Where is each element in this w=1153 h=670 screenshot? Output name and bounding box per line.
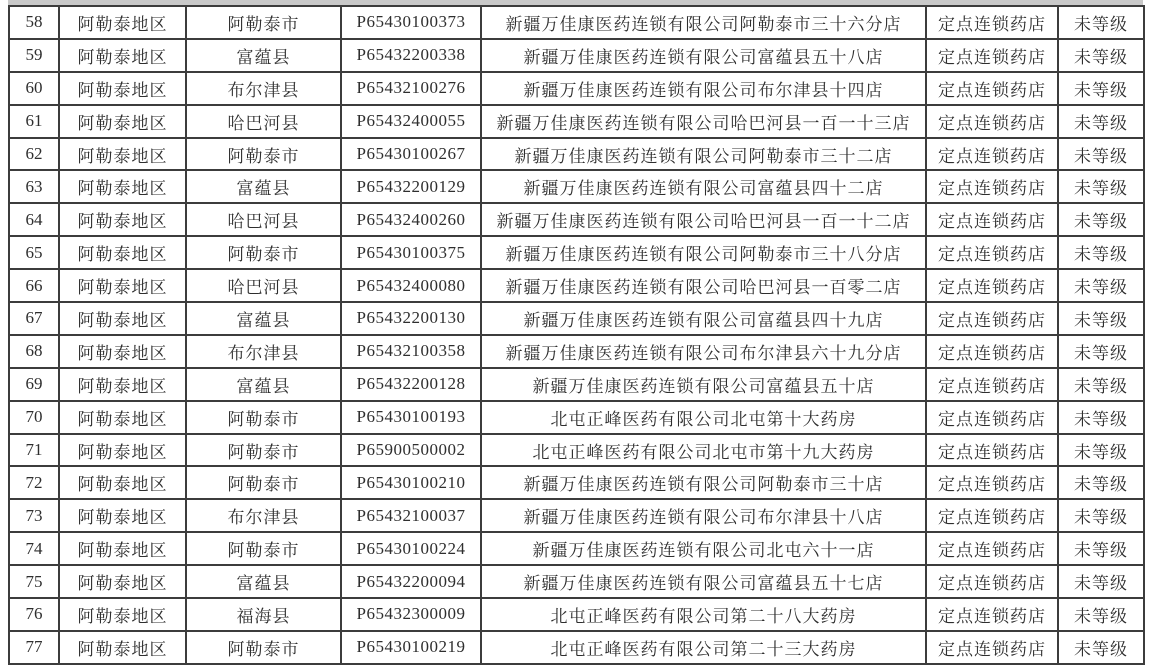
cell-type: 定点连锁药店	[926, 434, 1058, 467]
cell-type: 定点连锁药店	[926, 631, 1058, 664]
cell-region: 阿勒泰地区	[59, 401, 186, 434]
table-row	[9, 302, 1144, 335]
cell-type: 定点连锁药店	[926, 6, 1058, 39]
cell-region: 阿勒泰地区	[59, 236, 186, 269]
cell-region: 阿勒泰地区	[59, 335, 186, 368]
table-row	[9, 72, 1144, 105]
cell-code: P65430100210	[341, 466, 481, 499]
cell-name: 新疆万佳康医药连锁有限公司阿勒泰市三十店	[481, 466, 926, 499]
cell-index: 67	[9, 302, 59, 335]
cell-grade: 未等级	[1058, 401, 1144, 434]
cell-grade: 未等级	[1058, 335, 1144, 368]
cell-name: 新疆万佳康医药连锁有限公司富蕴县四十二店	[481, 170, 926, 203]
cell-grade: 未等级	[1058, 532, 1144, 565]
cell-county: 哈巴河县	[186, 105, 341, 138]
cell-grade: 未等级	[1058, 269, 1144, 302]
table-row	[9, 335, 1144, 368]
cell-region: 阿勒泰地区	[59, 39, 186, 72]
pharmacy-table-body	[9, 6, 1144, 664]
cell-index: 62	[9, 138, 59, 171]
cell-grade: 未等级	[1058, 6, 1144, 39]
cell-type: 定点连锁药店	[926, 565, 1058, 598]
cell-type: 定点连锁药店	[926, 499, 1058, 532]
cell-index: 61	[9, 105, 59, 138]
cell-region: 阿勒泰地区	[59, 302, 186, 335]
cell-type: 定点连锁药店	[926, 39, 1058, 72]
cell-code: P65430100193	[341, 401, 481, 434]
cell-index: 77	[9, 631, 59, 664]
table-row	[9, 6, 1144, 39]
cell-county: 阿勒泰市	[186, 401, 341, 434]
table-row	[9, 565, 1144, 598]
cell-name: 新疆万佳康医药连锁有限公司布尔津县十八店	[481, 499, 926, 532]
cell-type: 定点连锁药店	[926, 335, 1058, 368]
cell-index: 70	[9, 401, 59, 434]
cell-code: P65432200128	[341, 368, 481, 401]
cell-type: 定点连锁药店	[926, 269, 1058, 302]
cell-code: P65430100375	[341, 236, 481, 269]
cell-county: 阿勒泰市	[186, 532, 341, 565]
cell-index: 69	[9, 368, 59, 401]
cell-name: 新疆万佳康医药连锁有限公司富蕴县五十七店	[481, 565, 926, 598]
cell-code: P65432200094	[341, 565, 481, 598]
cell-county: 阿勒泰市	[186, 434, 341, 467]
cell-code: P65432200130	[341, 302, 481, 335]
cell-code: P65432200338	[341, 39, 481, 72]
cell-index: 68	[9, 335, 59, 368]
cell-county: 阿勒泰市	[186, 631, 341, 664]
cell-index: 75	[9, 565, 59, 598]
table-row	[9, 236, 1144, 269]
cell-name: 新疆万佳康医药连锁有限公司阿勒泰市三十六分店	[481, 6, 926, 39]
cell-grade: 未等级	[1058, 565, 1144, 598]
cell-region: 阿勒泰地区	[59, 532, 186, 565]
cell-type: 定点连锁药店	[926, 203, 1058, 236]
cell-grade: 未等级	[1058, 170, 1144, 203]
cell-region: 阿勒泰地区	[59, 499, 186, 532]
cell-code: P65432100037	[341, 499, 481, 532]
cell-name: 新疆万佳康医药连锁有限公司阿勒泰市三十二店	[481, 138, 926, 171]
cell-county: 哈巴河县	[186, 203, 341, 236]
cell-grade: 未等级	[1058, 434, 1144, 467]
cell-name: 新疆万佳康医药连锁有限公司富蕴县五十八店	[481, 39, 926, 72]
cell-county: 布尔津县	[186, 499, 341, 532]
cell-index: 74	[9, 532, 59, 565]
table-row	[9, 170, 1144, 203]
cell-county: 阿勒泰市	[186, 466, 341, 499]
table-row	[9, 499, 1144, 532]
cell-name: 新疆万佳康医药连锁有限公司布尔津县十四店	[481, 72, 926, 105]
cell-code: P65432300009	[341, 598, 481, 631]
cell-type: 定点连锁药店	[926, 401, 1058, 434]
cell-name: 北屯正峰医药有限公司第二十八大药房	[481, 598, 926, 631]
cell-type: 定点连锁药店	[926, 138, 1058, 171]
cell-index: 58	[9, 6, 59, 39]
cell-grade: 未等级	[1058, 138, 1144, 171]
cell-grade: 未等级	[1058, 598, 1144, 631]
cell-type: 定点连锁药店	[926, 368, 1058, 401]
cell-index: 71	[9, 434, 59, 467]
cell-region: 阿勒泰地区	[59, 203, 186, 236]
table-row	[9, 138, 1144, 171]
cell-county: 富蕴县	[186, 170, 341, 203]
cell-type: 定点连锁药店	[926, 72, 1058, 105]
pharmacy-table	[8, 5, 1145, 665]
cell-code: P65432400055	[341, 105, 481, 138]
table-row	[9, 39, 1144, 72]
cell-name: 北屯正峰医药有限公司北屯市第十九大药房	[481, 434, 926, 467]
table-row	[9, 203, 1144, 236]
cell-code: P65430100267	[341, 138, 481, 171]
cell-name: 新疆万佳康医药连锁有限公司北屯六十一店	[481, 532, 926, 565]
cell-index: 65	[9, 236, 59, 269]
cell-name: 新疆万佳康医药连锁有限公司富蕴县五十店	[481, 368, 926, 401]
cell-type: 定点连锁药店	[926, 236, 1058, 269]
cell-region: 阿勒泰地区	[59, 434, 186, 467]
cell-index: 66	[9, 269, 59, 302]
cell-county: 福海县	[186, 598, 341, 631]
cell-grade: 未等级	[1058, 368, 1144, 401]
cell-county: 阿勒泰市	[186, 138, 341, 171]
cell-region: 阿勒泰地区	[59, 138, 186, 171]
cell-region: 阿勒泰地区	[59, 72, 186, 105]
cell-name: 新疆万佳康医药连锁有限公司哈巴河县一百一十三店	[481, 105, 926, 138]
cell-index: 60	[9, 72, 59, 105]
cell-type: 定点连锁药店	[926, 302, 1058, 335]
cell-grade: 未等级	[1058, 39, 1144, 72]
cell-index: 76	[9, 598, 59, 631]
cell-type: 定点连锁药店	[926, 532, 1058, 565]
cell-county: 富蕴县	[186, 565, 341, 598]
table-row	[9, 466, 1144, 499]
cell-name: 北屯正峰医药有限公司北屯第十大药房	[481, 401, 926, 434]
cell-code: P65432100358	[341, 335, 481, 368]
cell-county: 富蕴县	[186, 302, 341, 335]
cell-county: 布尔津县	[186, 72, 341, 105]
cell-region: 阿勒泰地区	[59, 6, 186, 39]
cell-index: 73	[9, 499, 59, 532]
cell-grade: 未等级	[1058, 203, 1144, 236]
cell-type: 定点连锁药店	[926, 105, 1058, 138]
cell-code: P65432400080	[341, 269, 481, 302]
cell-code: P65430100373	[341, 6, 481, 39]
cell-code: P65430100219	[341, 631, 481, 664]
cell-code: P65432400260	[341, 203, 481, 236]
table-row	[9, 434, 1144, 467]
cell-county: 富蕴县	[186, 368, 341, 401]
cell-region: 阿勒泰地区	[59, 466, 186, 499]
cell-code: P65900500002	[341, 434, 481, 467]
cell-county: 阿勒泰市	[186, 236, 341, 269]
cell-region: 阿勒泰地区	[59, 105, 186, 138]
cell-index: 64	[9, 203, 59, 236]
cell-region: 阿勒泰地区	[59, 565, 186, 598]
cell-county: 富蕴县	[186, 39, 341, 72]
cell-name: 新疆万佳康医药连锁有限公司阿勒泰市三十八分店	[481, 236, 926, 269]
table-row	[9, 598, 1144, 631]
table-row	[9, 269, 1144, 302]
cell-grade: 未等级	[1058, 499, 1144, 532]
cell-region: 阿勒泰地区	[59, 170, 186, 203]
cell-region: 阿勒泰地区	[59, 598, 186, 631]
cell-grade: 未等级	[1058, 105, 1144, 138]
cell-code: P65430100224	[341, 532, 481, 565]
cell-region: 阿勒泰地区	[59, 368, 186, 401]
cell-grade: 未等级	[1058, 236, 1144, 269]
cell-county: 布尔津县	[186, 335, 341, 368]
cell-index: 59	[9, 39, 59, 72]
table-row	[9, 532, 1144, 565]
cell-grade: 未等级	[1058, 466, 1144, 499]
cell-region: 阿勒泰地区	[59, 631, 186, 664]
table-row	[9, 631, 1144, 664]
cell-type: 定点连锁药店	[926, 170, 1058, 203]
table-row	[9, 368, 1144, 401]
cell-code: P65432100276	[341, 72, 481, 105]
cell-name: 新疆万佳康医药连锁有限公司哈巴河县一百零二店	[481, 269, 926, 302]
cell-grade: 未等级	[1058, 72, 1144, 105]
cell-index: 72	[9, 466, 59, 499]
cell-grade: 未等级	[1058, 631, 1144, 664]
cell-grade: 未等级	[1058, 302, 1144, 335]
cell-index: 63	[9, 170, 59, 203]
table-row	[9, 401, 1144, 434]
cell-name: 新疆万佳康医药连锁有限公司富蕴县四十九店	[481, 302, 926, 335]
cell-code: P65432200129	[341, 170, 481, 203]
cell-name: 新疆万佳康医药连锁有限公司哈巴河县一百一十二店	[481, 203, 926, 236]
cell-name: 新疆万佳康医药连锁有限公司布尔津县六十九分店	[481, 335, 926, 368]
cell-type: 定点连锁药店	[926, 598, 1058, 631]
cell-county: 阿勒泰市	[186, 6, 341, 39]
cell-region: 阿勒泰地区	[59, 269, 186, 302]
cell-name: 北屯正峰医药有限公司第二十三大药房	[481, 631, 926, 664]
cell-county: 哈巴河县	[186, 269, 341, 302]
table-row	[9, 105, 1144, 138]
cell-type: 定点连锁药店	[926, 466, 1058, 499]
